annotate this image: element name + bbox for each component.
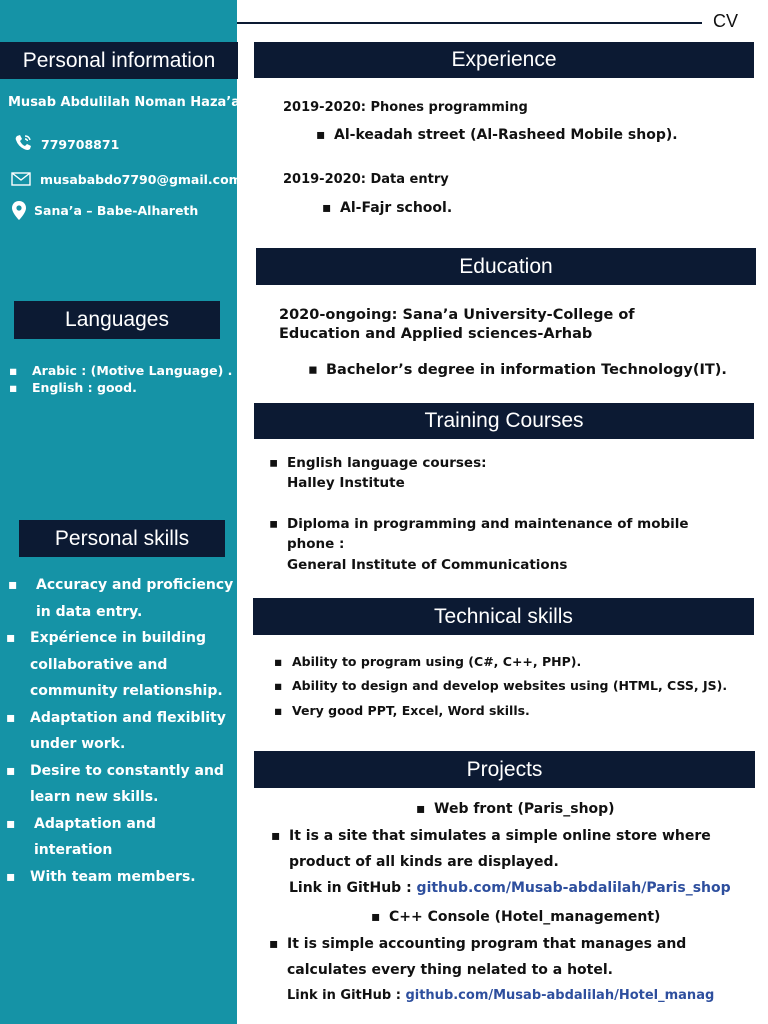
experience-header: Experience	[254, 42, 754, 78]
list-item-continued: community relationship.	[30, 683, 223, 699]
training-course-title: ▪ Diploma in programming and maintenance of mobile	[287, 516, 689, 532]
email-icon	[11, 172, 31, 186]
experience-item-title: 2019-2020: Phones programming	[283, 100, 528, 115]
github-link-hotel-management[interactable]: github.com/Musab-abdalilah/Hotel_manag	[405, 988, 715, 1003]
list-item: ▪ Arabic : (Motive Language) .	[9, 362, 232, 379]
technical-skill-item: ▪ Ability to program using (C#, C++, PHP).	[292, 654, 581, 669]
top-divider	[237, 22, 702, 24]
project-link-row	[287, 988, 714, 1003]
training-course-institute: Halley Institute	[287, 475, 405, 491]
list-item-continued: collaborative and	[30, 656, 168, 673]
project-link-label: Link in GitHub :	[289, 880, 412, 896]
technical-skill-item: ▪ Very good PPT, Excel, Word skills.	[292, 703, 530, 718]
project-link-row	[289, 880, 731, 896]
experience-item-detail: ▪ Al-keadah street (Al-Rasheed Mobile shop).	[334, 127, 678, 143]
education-institution-line: Education and Applied sciences-Arhab	[279, 326, 593, 342]
project-description: product of all kinds are displayed.	[289, 854, 559, 870]
list-item-continued: in data entry.	[36, 603, 143, 620]
full-name: Musab Abdulilah Noman Haza’a	[8, 95, 240, 110]
github-link-paris-shop[interactable]: github.com/Musab-abdalilah/Paris_shop	[416, 880, 731, 896]
personal-skills-header: Personal skills	[19, 520, 225, 557]
education-degree: ▪ Bachelor’s degree in information Technology(IT).	[326, 362, 727, 378]
training-course-title: phone :	[287, 536, 345, 552]
list-item: ▪ Adaptation and interation	[6, 815, 156, 858]
list-item-continued: learn new skills.	[30, 789, 159, 805]
project-description: ▪ It is a site that simulates a simple online store where	[289, 828, 711, 844]
project-description: calculates every thing nelated to a hotel.	[287, 962, 613, 978]
personal-skills-list	[8, 572, 238, 890]
personal-info-header: Personal information	[0, 42, 238, 79]
technical-skill-item: ▪ Ability to design and develop websites using (HTML, CSS, JS).	[292, 678, 727, 693]
phone-icon	[14, 134, 34, 152]
list-item: ▪ Adaptation and flexiblity	[6, 709, 226, 726]
languages-header: Languages	[14, 301, 220, 339]
languages-list	[9, 362, 232, 396]
education-header: Education	[256, 248, 756, 285]
cv-label: CV	[713, 11, 739, 31]
training-course-title: ▪ English language courses:	[287, 455, 487, 471]
email-address: musababdo7790@gmail.com	[40, 172, 242, 187]
project-link-label: Link in GitHub :	[287, 988, 401, 1003]
list-item: ▪ English : good.	[9, 379, 232, 396]
list-item-continued: under work.	[30, 736, 126, 752]
experience-item-title: 2019-2020: Data entry	[283, 172, 449, 187]
list-item: ▪ Expérience in building	[6, 630, 206, 646]
training-header: Training Courses	[254, 403, 754, 439]
project-title: ▪ C++ Console (Hotel_management)	[389, 909, 660, 925]
list-item: ▪ Accuracy and proficiency	[8, 577, 234, 593]
training-course-institute: General Institute of Communications	[287, 557, 568, 573]
location-pin-icon	[12, 201, 26, 220]
list-item: ▪ With team members.	[6, 868, 196, 885]
phone-number: 779708871	[41, 137, 120, 152]
education-institution-line: 2020-ongoing: Sana’a University-College of	[279, 307, 635, 323]
list-item: ▪ Desire to constantly and	[6, 762, 224, 779]
address: Sana’a – Babe-Alhareth	[34, 203, 199, 218]
project-title: ▪ Web front (Paris_shop)	[434, 801, 615, 817]
project-description: ▪ It is simple accounting program that manages and	[287, 936, 686, 952]
projects-header: Projects	[254, 751, 755, 788]
technical-skills-header: Technical skills	[253, 598, 754, 635]
experience-item-detail: ▪ Al-Fajr school.	[340, 200, 452, 216]
